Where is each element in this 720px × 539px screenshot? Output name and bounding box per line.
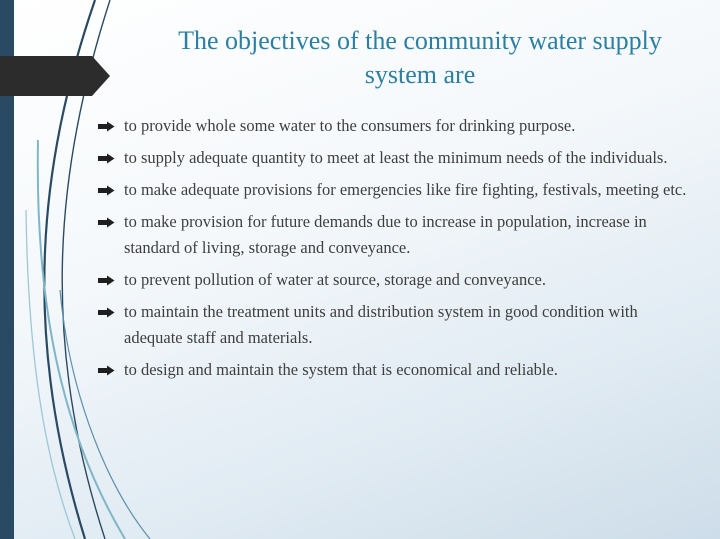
pointing-hand-icon (98, 307, 115, 318)
pointing-hand-icon (98, 185, 115, 196)
list-item (98, 299, 698, 351)
list-item-text: to maintain the treatment units and distribution system in good condition with adequate staff and materials. (124, 302, 638, 347)
title-arrow-tab (0, 56, 112, 96)
pointing-hand-icon (98, 365, 115, 376)
list-item (98, 357, 698, 383)
pointing-hand-icon (98, 121, 115, 132)
list-item-text: to prevent pollution of water at source, storage and conveyance. (124, 270, 546, 289)
list-item (98, 177, 698, 203)
slide-title: The objectives of the community water supply system are (178, 26, 662, 89)
pointing-hand-icon (98, 217, 115, 228)
list-item (98, 145, 698, 171)
list-item (98, 267, 698, 293)
pointing-hand-icon (98, 275, 115, 286)
pointing-hand-icon (98, 153, 115, 164)
list-item-text: to supply adequate quantity to meet at least the minimum needs of the individuals. (124, 148, 668, 167)
list-item (98, 209, 698, 261)
objectives-list (98, 113, 698, 389)
list-item (98, 113, 698, 139)
list-item-text: to provide whole some water to the consumers for drinking purpose. (124, 116, 576, 135)
list-item-text: to make adequate provisions for emergencies like fire fighting, festivals, meeting etc. (124, 180, 687, 199)
list-item-text: to design and maintain the system that is economical and reliable. (124, 360, 558, 379)
list-item-text: to make provision for future demands due to increase in population, increase in standard of living, storage and conveyance. (124, 212, 647, 257)
